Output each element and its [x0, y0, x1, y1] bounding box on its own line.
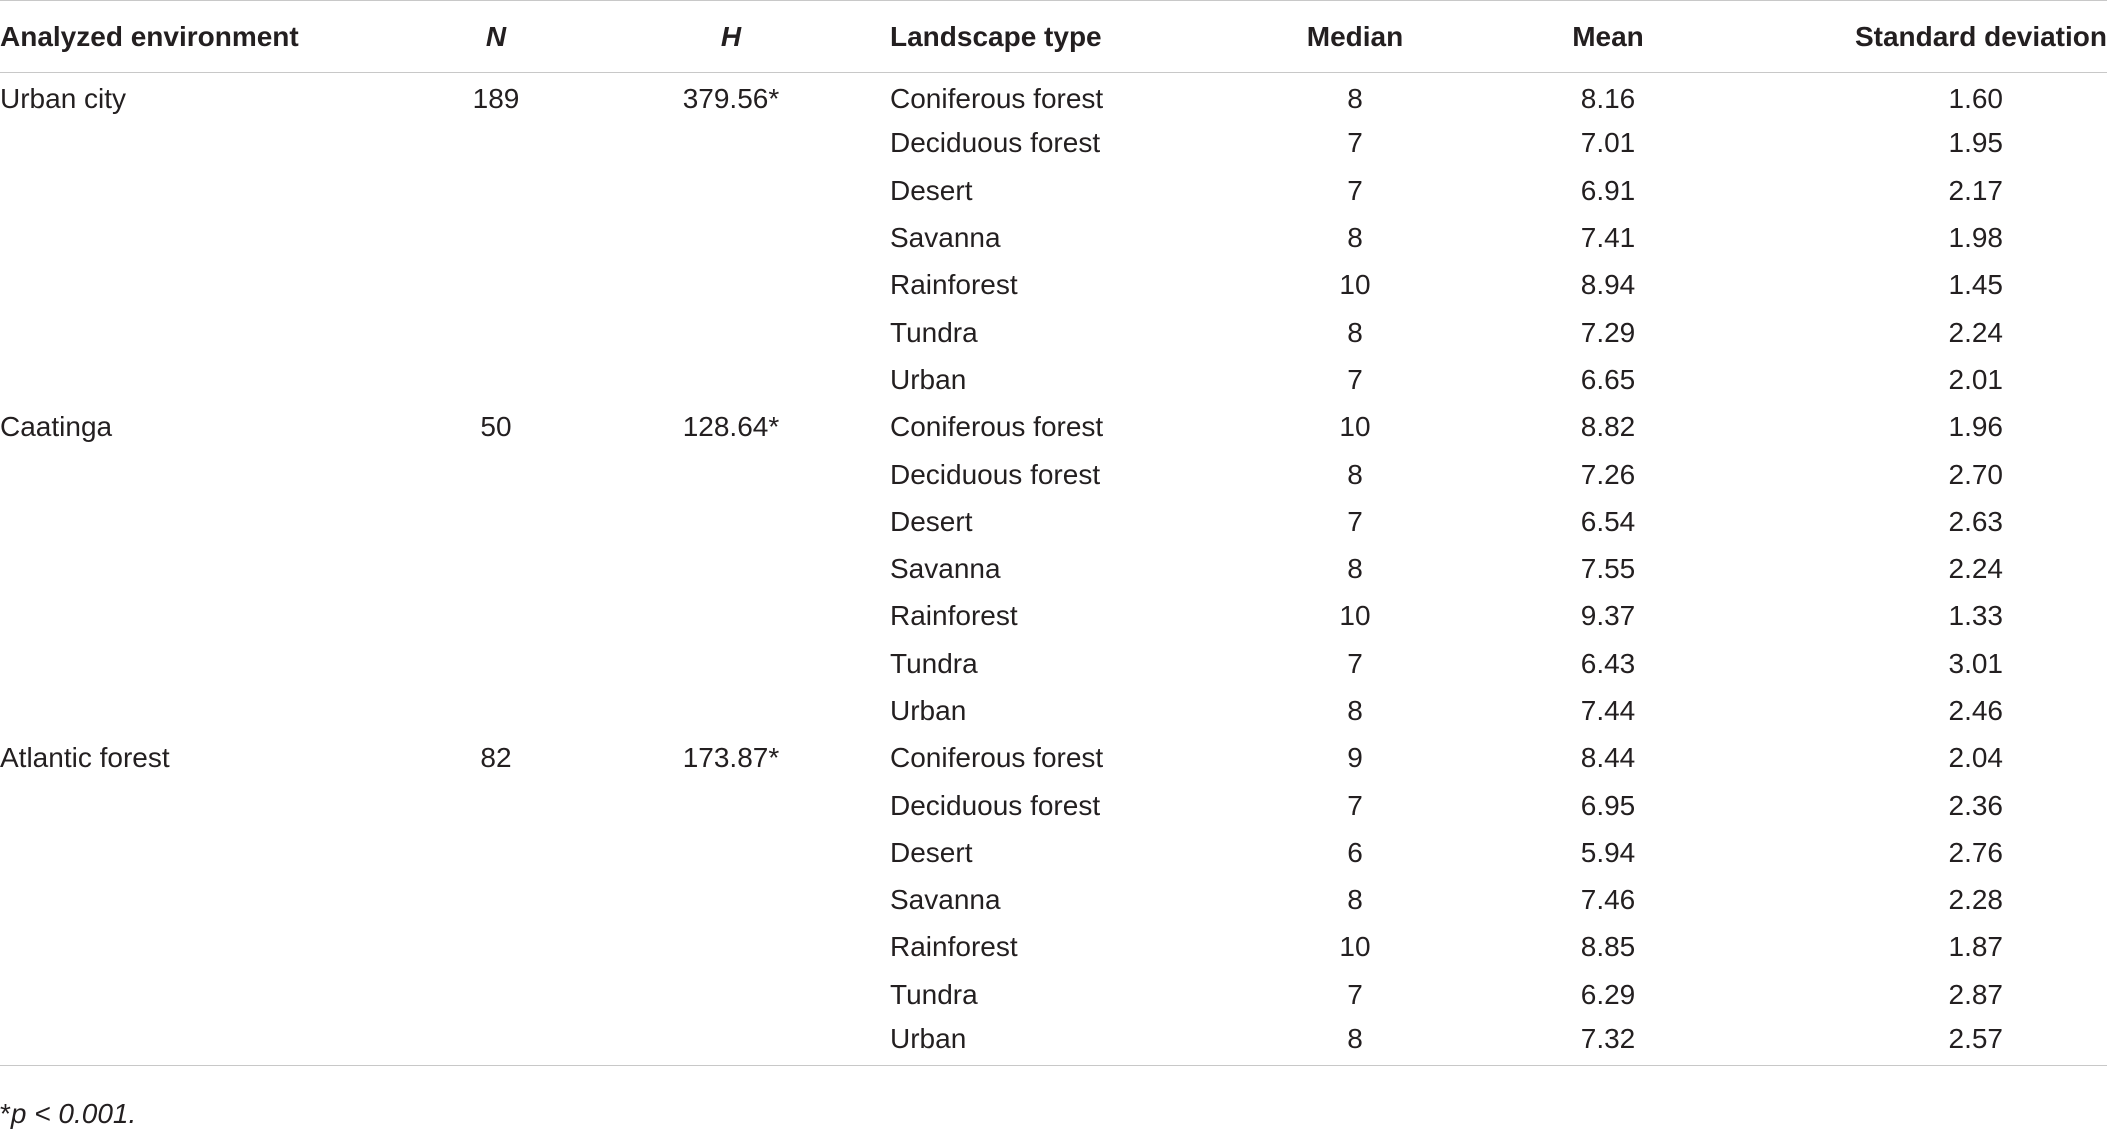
table-row — [0, 451, 2107, 498]
cell-h — [572, 1018, 890, 1065]
cell-mean: 8.44 — [1580, 742, 1636, 774]
table-row — [0, 593, 2107, 640]
cell-n: 50 — [480, 411, 512, 443]
cell-landscape-type: Desert — [890, 836, 973, 868]
table-row — [0, 73, 2107, 120]
cell-landscape-type: Savanna — [890, 222, 1001, 254]
table-row — [0, 877, 2107, 924]
cell-analyzed-environment — [0, 451, 420, 498]
cell-analyzed-environment — [0, 120, 420, 167]
footnote-star: * — [0, 1098, 11, 1129]
cell-h — [572, 545, 890, 592]
cell-mean: 6.65 — [1580, 363, 1636, 395]
cell-landscape-type: Urban — [890, 695, 967, 726]
cell-median: 9 — [1347, 742, 1363, 774]
cell-landscape-type: Rainforest — [890, 931, 1018, 963]
cell-h — [572, 924, 890, 971]
cell-standard-deviation: 1.33 — [1948, 600, 2003, 632]
cell-analyzed-environment — [0, 545, 420, 592]
cell-median: 8 — [1347, 553, 1363, 585]
cell-analyzed-environment — [0, 593, 420, 640]
cell-analyzed-environment: Caatinga — [0, 411, 113, 443]
cell-h — [572, 214, 890, 261]
cell-analyzed-environment — [0, 262, 420, 309]
cell-analyzed-environment — [0, 309, 420, 356]
cell-n — [420, 640, 572, 687]
cell-landscape-type: Coniferous forest — [890, 411, 1104, 443]
cell-mean: 8.16 — [1580, 83, 1636, 115]
cell-landscape-type: Urban — [890, 363, 967, 395]
cell-h: 173.87* — [682, 742, 780, 774]
cell-mean: 6.95 — [1580, 789, 1636, 821]
table-row — [0, 262, 2107, 309]
cell-mean: 7.01 — [1580, 127, 1636, 159]
cell-standard-deviation: 1.98 — [1948, 222, 2003, 254]
cell-h — [572, 356, 890, 403]
table-row — [0, 640, 2107, 687]
cell-standard-deviation: 1.96 — [1948, 411, 2003, 443]
table-row — [0, 120, 2107, 167]
cell-median: 7 — [1347, 978, 1363, 1010]
cell-n — [420, 971, 572, 1018]
cell-analyzed-environment — [0, 829, 420, 876]
cell-analyzed-environment — [0, 498, 420, 545]
cell-h — [572, 782, 890, 829]
cell-analyzed-environment — [0, 924, 420, 971]
cell-standard-deviation: 1.87 — [1948, 931, 2003, 963]
cell-standard-deviation: 2.57 — [1716, 1018, 2107, 1065]
table-row — [0, 924, 2107, 971]
cell-landscape-type: Deciduous forest — [890, 789, 1101, 821]
cell-landscape-type: Tundra — [890, 978, 978, 1010]
cell-h: 128.64* — [682, 411, 780, 443]
table-row — [0, 309, 2107, 356]
cell-landscape-type: Tundra — [890, 316, 978, 348]
cell-median: 8 — [1347, 222, 1363, 254]
cell-median: 10 — [1339, 600, 1371, 632]
cell-h — [572, 593, 890, 640]
cell-n — [420, 120, 572, 167]
cell-standard-deviation: 1.95 — [1948, 127, 2003, 159]
cell-standard-deviation: 2.70 — [1948, 458, 2003, 490]
cell-standard-deviation: 2.28 — [1948, 884, 2003, 916]
cell-analyzed-environment — [0, 971, 420, 1018]
cell-mean: 6.29 — [1580, 978, 1636, 1010]
cell-h — [572, 309, 890, 356]
header-h: H — [572, 1, 890, 73]
cell-landscape-type: Deciduous forest — [890, 458, 1101, 490]
cell-h — [572, 167, 890, 214]
cell-analyzed-environment — [0, 1018, 420, 1065]
cell-mean: 6.54 — [1580, 505, 1636, 537]
table-footnote — [0, 1098, 136, 1130]
cell-n — [420, 687, 572, 734]
cell-median: 7 — [1347, 363, 1363, 395]
cell-landscape-type: Coniferous forest — [890, 83, 1104, 115]
cell-median: 10 — [1339, 269, 1371, 301]
cell-standard-deviation: 3.01 — [1948, 647, 2003, 679]
cell-median: 8 — [1210, 1018, 1500, 1065]
cell-mean: 7.26 — [1580, 458, 1636, 490]
cell-standard-deviation: 2.17 — [1948, 174, 2003, 206]
cell-n — [420, 167, 572, 214]
table-row — [0, 782, 2107, 829]
cell-median: 7 — [1347, 127, 1363, 159]
cell-analyzed-environment — [0, 167, 420, 214]
cell-mean: 7.32 — [1500, 1018, 1716, 1065]
cell-standard-deviation: 2.76 — [1948, 836, 2003, 868]
table-header — [0, 1, 2107, 73]
cell-median: 7 — [1347, 789, 1363, 821]
cell-mean: 7.41 — [1580, 222, 1636, 254]
cell-median: 10 — [1339, 931, 1371, 963]
cell-n — [420, 309, 572, 356]
cell-standard-deviation: 2.24 — [1948, 553, 2003, 585]
cell-standard-deviation: 2.04 — [1948, 742, 2003, 774]
cell-n — [420, 877, 572, 924]
header-landscape-type: Landscape type — [890, 1, 1210, 73]
table-row — [0, 1018, 2107, 1065]
cell-median: 8 — [1347, 884, 1363, 916]
cell-h — [572, 829, 890, 876]
table-row — [0, 829, 2107, 876]
cell-analyzed-environment — [0, 877, 420, 924]
cell-landscape-type: Savanna — [890, 553, 1001, 585]
cell-h — [572, 877, 890, 924]
cell-median: 7 — [1347, 505, 1363, 537]
cell-n — [420, 782, 572, 829]
cell-landscape-type: Rainforest — [890, 600, 1018, 632]
cell-n — [420, 924, 572, 971]
header-median: Median — [1210, 1, 1500, 73]
cell-landscape-type: Deciduous forest — [890, 127, 1101, 159]
cell-n — [420, 262, 572, 309]
table-row — [0, 404, 2107, 451]
cell-analyzed-environment — [0, 640, 420, 687]
header-mean: Mean — [1500, 1, 1716, 73]
table-row — [0, 167, 2107, 214]
cell-median: 7 — [1347, 174, 1363, 206]
header-standard-deviation: Standard deviation — [1716, 1, 2107, 73]
cell-standard-deviation: 2.24 — [1948, 316, 2003, 348]
cell-landscape-type: Coniferous forest — [890, 742, 1104, 774]
cell-n — [420, 356, 572, 403]
cell-mean: 7.29 — [1580, 316, 1636, 348]
cell-mean: 6.43 — [1580, 647, 1636, 679]
cell-n: 82 — [480, 742, 512, 774]
cell-n — [420, 545, 572, 592]
cell-analyzed-environment: Atlantic forest — [0, 742, 170, 774]
cell-mean: 8.82 — [1580, 411, 1636, 443]
table-row — [0, 498, 2107, 545]
cell-median: 6 — [1347, 836, 1363, 868]
cell-landscape-type: Urban — [890, 1018, 1210, 1065]
cell-n: 189 — [472, 83, 520, 115]
cell-landscape-type: Savanna — [890, 884, 1001, 916]
header-row — [0, 1, 2107, 73]
cell-n — [420, 498, 572, 545]
cell-landscape-type: Tundra — [890, 647, 978, 679]
cell-median: 8 — [1347, 695, 1363, 726]
header-n: N — [420, 1, 572, 73]
cell-landscape-type: Desert — [890, 174, 973, 206]
cell-n — [420, 1018, 572, 1065]
cell-median: 8 — [1347, 83, 1363, 115]
cell-h — [572, 687, 890, 734]
table-row — [0, 545, 2107, 592]
cell-mean: 5.94 — [1580, 836, 1636, 868]
table-row — [0, 356, 2107, 403]
cell-standard-deviation: 2.01 — [1948, 363, 2003, 395]
cell-h — [572, 451, 890, 498]
cell-mean: 8.85 — [1580, 931, 1636, 963]
cell-n — [420, 451, 572, 498]
cell-analyzed-environment: Urban city — [0, 83, 127, 115]
cell-n — [420, 829, 572, 876]
cell-median: 8 — [1347, 316, 1363, 348]
cell-standard-deviation: 2.46 — [1948, 695, 2003, 726]
cell-landscape-type: Desert — [890, 505, 973, 537]
table-body — [0, 73, 2107, 1066]
cell-analyzed-environment — [0, 687, 420, 734]
cell-analyzed-environment — [0, 214, 420, 261]
cell-h — [572, 640, 890, 687]
cell-standard-deviation: 2.63 — [1948, 505, 2003, 537]
cell-mean: 6.91 — [1580, 174, 1636, 206]
cell-standard-deviation: 2.87 — [1948, 978, 2003, 1010]
cell-median: 10 — [1339, 411, 1371, 443]
cell-analyzed-environment — [0, 356, 420, 403]
cell-mean: 7.55 — [1580, 553, 1636, 585]
cell-analyzed-environment — [0, 782, 420, 829]
cell-n — [420, 593, 572, 640]
cell-standard-deviation: 1.60 — [1948, 83, 2003, 115]
cell-standard-deviation: 2.36 — [1948, 789, 2003, 821]
cell-median: 7 — [1347, 647, 1363, 679]
cell-standard-deviation: 1.45 — [1948, 269, 2003, 301]
cell-n — [420, 214, 572, 261]
footnote-text: p < 0.001. — [10, 1098, 137, 1129]
cell-h — [572, 120, 890, 167]
cell-mean: 8.94 — [1580, 269, 1636, 301]
table-row — [0, 214, 2107, 261]
cell-mean: 7.44 — [1580, 695, 1636, 726]
cell-h — [572, 262, 890, 309]
cell-median: 8 — [1347, 458, 1363, 490]
header-analyzed-environment: Analyzed environment — [0, 1, 420, 73]
table-row — [0, 971, 2107, 1018]
cell-mean: 9.37 — [1580, 600, 1636, 632]
cell-h: 379.56* — [682, 83, 780, 115]
table-row — [0, 687, 2107, 734]
cell-h — [572, 971, 890, 1018]
cell-landscape-type: Rainforest — [890, 269, 1018, 301]
table-row — [0, 735, 2107, 782]
cell-h — [572, 498, 890, 545]
cell-mean: 7.46 — [1580, 884, 1636, 916]
